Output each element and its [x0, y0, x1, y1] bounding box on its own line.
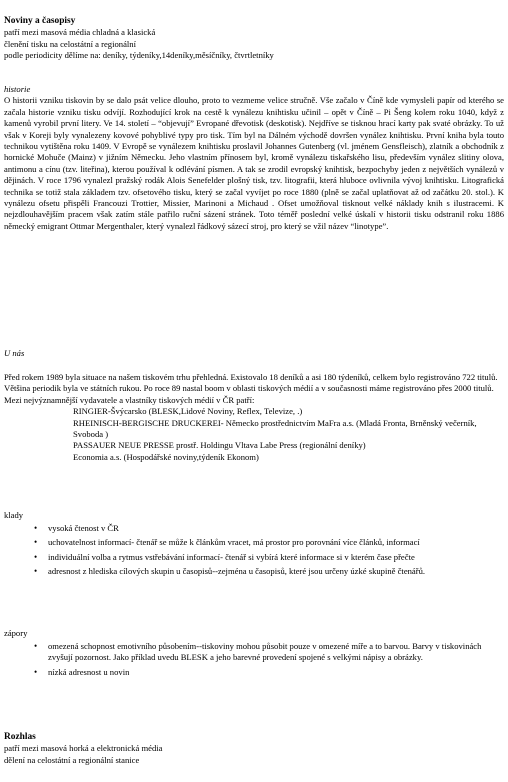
section-zapory — [4, 628, 504, 639]
list-item-text: omezená schopnost emotivního působením--tiskoviny mohou působit pouze v omezené míře a to barvou. Barvy v tiskovinách zvyšují pozornost. Jako příklad uvedu BLESK a jeho barevné provedení spojené s velkými nápisy a obrázky. — [48, 641, 482, 663]
bullet-icon: • — [34, 551, 38, 562]
publisher-item: Economia a.s. (Hospodářské noviny,týdeník Ekonom) — [73, 451, 259, 462]
section-heading: klady — [4, 510, 24, 520]
list-item — [4, 641, 504, 664]
section-heading: historie — [4, 84, 31, 94]
section-heading: U nás — [4, 348, 25, 358]
list-item — [4, 552, 504, 563]
text-line: podle periodicity dělíme na: deníky, týdeníky,14deníky,měsíčníky, čtvrtletníky — [4, 50, 274, 61]
list-item-text: individuální volba a rytmus vstřebávání informací- čtenář si vybírá které informace si v kterém čase přečte — [48, 551, 415, 562]
publisher-item: RHEINISCH-BERGISCHE DRUCKEREI- Německo prostřednictvím MaFra a.s. (Mladá Fronta, Brněnský večerník, Svoboda ) — [73, 417, 477, 440]
bullet-icon: • — [34, 537, 38, 548]
section-title: Rozhlas — [4, 732, 36, 742]
publisher-item: PASSAUER NEUE PRESSE prostř. Holdingu Vltava Labe Press (regionální deníky) — [73, 440, 366, 451]
section-u-nas — [4, 348, 504, 359]
list-item — [4, 523, 504, 534]
section-heading: zápory — [4, 628, 28, 638]
historie-paragraph: O historii vzniku tiskovin by se dalo psát velice dlouho, proto to vezmeme velice stručně. Vše začalo v Číně kde vymysleli papír od kterého se začala historie vzniku tisku odvíjí. Rozhodující krok na cestě k vynálezu knihtisku učinil – opět v Číně – Pi Šeng kolem roku 1040, když z kamenů vyrobil první litery. Ve 14. století – “objevují” Evropané dřevotisk (deskotisk). Nejdříve se tisknou hrací karty pak svaté obrázky. To už však v Koreji byly vynalezeny kovové pohyblivé typy pro tisk. Tím byl na Dálném východě dovršen vynález knihtisku. První kniha byla touto technikou vytištěna roku 1409. V Evropě se vynálezem knihtisku proslavil Johannes Gutenberg (vl. jménem Gensfleisch), zlatník a obchodník z hornické Mohuče (Mainz) v jižním Německu. Jeho vlastním přínosem byl, kromě vynálezu tiskařského lisu, především vynález slitiny olova, antimonu a cínu (tzv. liteřina), kterou používal k odlévání písmen. A tak se zrodil evropský knihtisk, bezpochyby jeden z největších vynálezů v dějinách. V roce 1796 vynalezl pražský rodák Alois Senefelder plošný tisk, tzv. litografii, která hluboce ovlivnila vývoj knihtisku. Litografická technika se totiž stala základem tzv. ofsetového tisku, který se začal vyvíjet po roce 1880 (plně se začal uplatňovat až od začátku 20. stol.). K vynálezu ofsetu přispěli Francouzi Trottier, Missier, Marinoni a Michaud . Ofset umožňoval tisknout velké náklady knih s ilustracemi. K nejzdlouhavějším pracem však zatím stále patřilo ruční sázení stránek. Toto téměř poslední velké úskalí v historii tisku odstranil roku 1886 německý emigrant Ottmar Mergenthaler, který vynalezl řádkový sázecí stroj, pro který se vžil název “linotype”. — [4, 95, 504, 231]
bullet-icon: • — [34, 666, 38, 677]
bullet-icon: • — [34, 641, 38, 651]
bullet-icon: • — [34, 523, 38, 533]
u-nas-paragraph: Před rokem 1989 byla situace na našem tiskovém trhu přehledná. Existovalo 18 deníků a asi 180 týdeníků, celkem bylo registrováno 722 titulů. Většina periodik byla ve státních rukou. Po roce 89 nastal boom v oblasti tiskových médií a v současnosti máme registrováno přes 2000 titulů. Mezi nejvýznamnější vydavatele a vlastníky tiskových médií v ČR patří: — [4, 372, 498, 405]
publisher-item: RINGIER-Švýcarsko (BLESK,Lidové Noviny, Reflex, Televize, .) — [73, 406, 303, 417]
text-line: patří mezi masová horká a elektronická média — [4, 743, 163, 754]
bullet-icon: • — [34, 566, 38, 577]
list-item-text: nízká adresnost u novin — [48, 666, 130, 677]
list-item — [4, 566, 504, 577]
section-klady — [4, 510, 504, 521]
klady-list — [4, 523, 504, 581]
list-item-text: vysoká čtenost v ČR — [48, 523, 119, 533]
zapory-list — [4, 641, 504, 681]
text-line: patří mezi masová média chladná a klasická — [4, 27, 156, 38]
text-line: členění tisku na celostátní a regionální — [4, 38, 136, 49]
section-u-nas-body — [4, 372, 504, 463]
list-item-text: uchovatelnost informací- čtenář se může k článkům vracet, má prostor pro porovnání více článků, informací — [48, 537, 420, 548]
section-historie — [4, 84, 504, 232]
list-item-text: adresnost z hlediska cílových skupin u časopisů--zejména u časopisů, které jsou určeny úzké skupině čtenářů. — [48, 566, 426, 577]
text-line: dělení na celostátní a regionální stanice — [4, 754, 140, 765]
section-noviny-casopisy — [4, 16, 504, 62]
section-rozhlas — [4, 732, 504, 766]
list-item — [4, 537, 504, 548]
list-item — [4, 667, 504, 678]
section-title: Noviny a časopisy — [4, 16, 76, 26]
